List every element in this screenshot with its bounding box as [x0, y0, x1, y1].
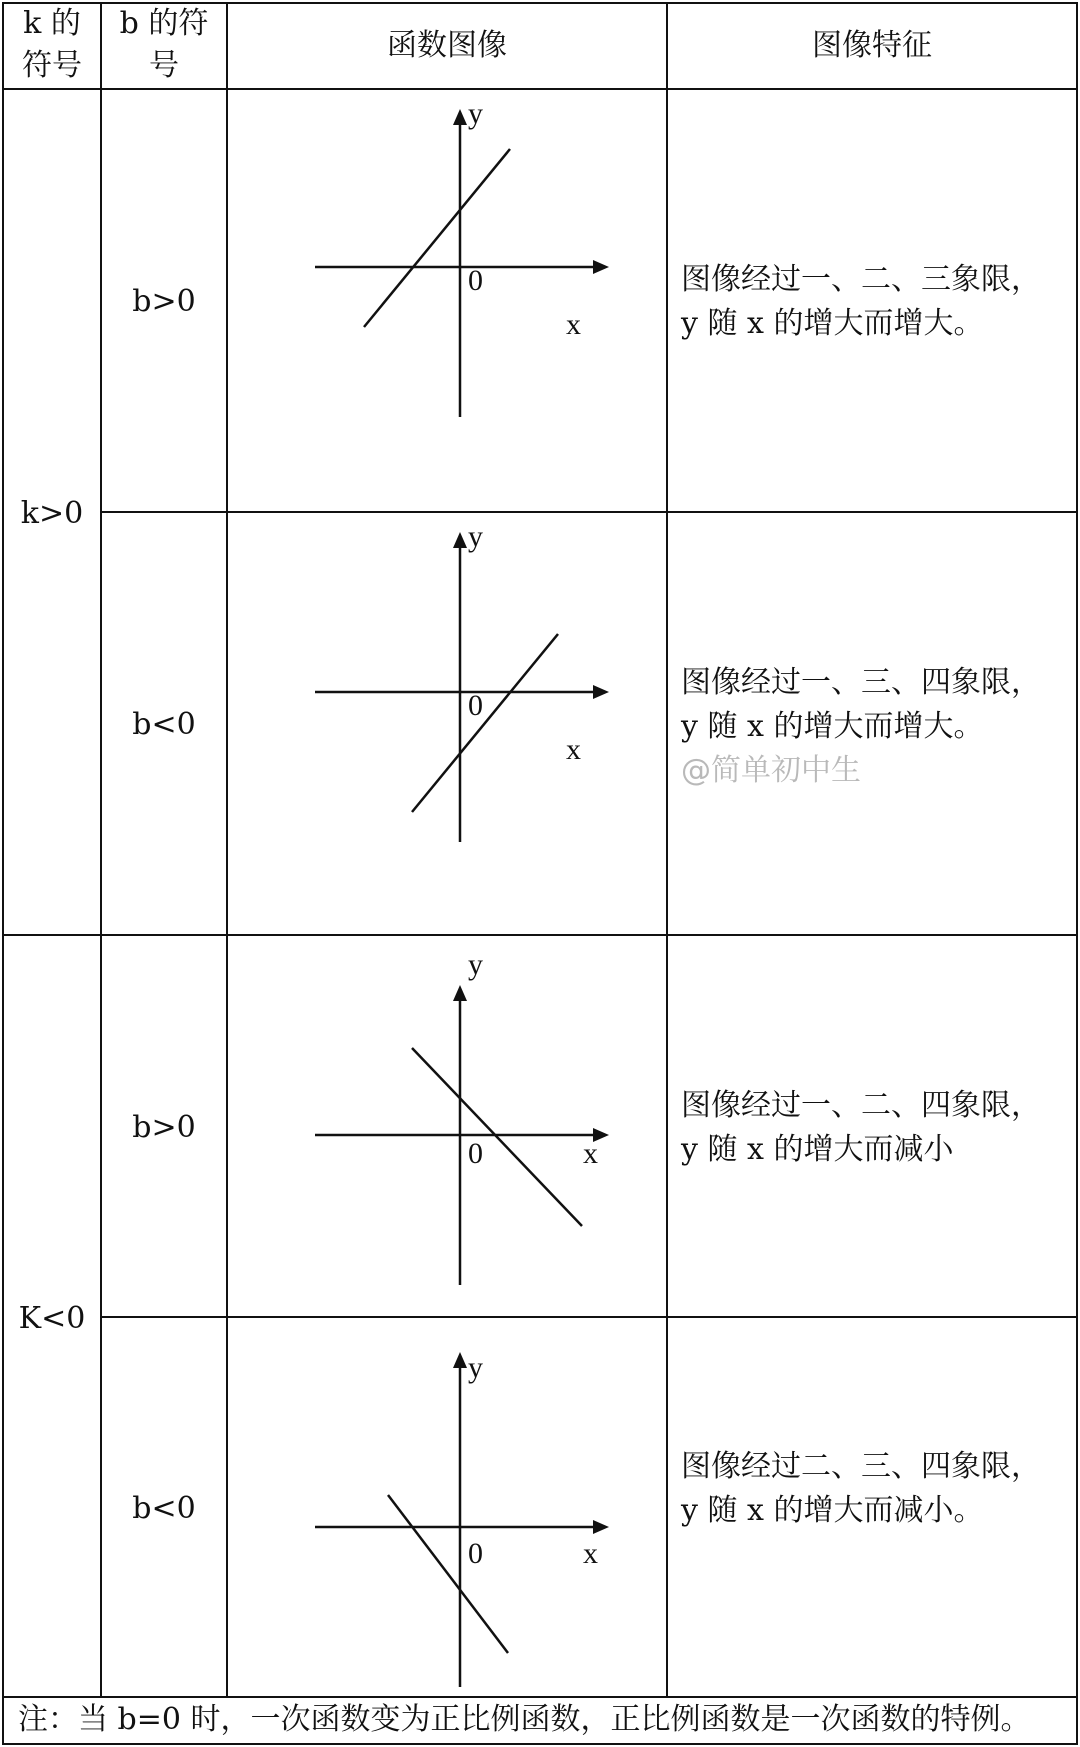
y-axis-arrow-icon: [453, 985, 467, 1001]
b-label-row4: b<0: [132, 1491, 196, 1526]
watermark: @简单初中生: [681, 753, 861, 788]
x-label: x: [583, 1137, 598, 1170]
x-axis-arrow-icon: [593, 260, 609, 274]
graph-row1: [227, 89, 667, 512]
header-b-sign-line2: 号: [149, 48, 179, 83]
x-label: x: [566, 733, 581, 766]
feature-row2-line2: y 随 x 的增大而增大。: [681, 709, 984, 744]
feature-row4-line2: y 随 x 的增大而减小。: [681, 1493, 984, 1528]
header-k-sign: [3, 3, 101, 87]
y-axis-arrow-icon: [453, 532, 467, 548]
b-label-row2: b<0: [132, 707, 196, 742]
y-label: y: [468, 520, 483, 553]
b-label-row1: b>0: [132, 284, 196, 319]
feature-row2: [681, 661, 1041, 793]
header-k-sign-line1: k 的: [23, 6, 81, 41]
header-feature: 图像特征: [812, 28, 932, 63]
feature-row3-line1: 图像经过一、二、四象限，: [681, 1088, 1041, 1123]
y-label: y: [468, 948, 483, 981]
y-axis-arrow-icon: [453, 109, 467, 125]
header-k-sign-line2: 符号: [22, 48, 82, 83]
feature-row1-line2: y 随 x 的增大而增大。: [681, 306, 984, 341]
graph-row2: [227, 512, 667, 935]
origin-label: 0: [468, 1137, 483, 1170]
k-label-positive: k>0: [20, 496, 84, 531]
graph-row4: [227, 1317, 667, 1697]
graph-row3: [227, 935, 667, 1317]
function-line: [364, 149, 510, 327]
x-axis-arrow-icon: [593, 685, 609, 699]
b-label-row3: b>0: [132, 1110, 196, 1145]
function-line: [412, 634, 558, 812]
x-label: x: [566, 308, 581, 341]
feature-row1: [681, 258, 1041, 346]
y-axis-arrow-icon: [453, 1352, 467, 1368]
feature-row3-line2: y 随 x 的增大而减小: [681, 1132, 954, 1167]
k-label-negative: K<0: [18, 1301, 86, 1336]
footnote: 注：当 b=0 时，一次函数变为正比例函数，正比例函数是一次函数的特例。: [18, 1702, 1031, 1737]
feature-row3: [681, 1084, 1041, 1172]
function-line: [412, 1048, 582, 1226]
y-label: y: [468, 97, 483, 130]
header-b-sign: [101, 3, 227, 87]
origin-label: 0: [468, 1537, 483, 1570]
feature-row1-line1: 图像经过一、二、三象限，: [681, 262, 1041, 297]
header-graph: 函数图像: [387, 28, 507, 63]
feature-row4-line1: 图像经过二、三、四象限，: [681, 1449, 1041, 1484]
origin-label: 0: [468, 264, 483, 297]
x-axis-arrow-icon: [593, 1520, 609, 1534]
feature-row4: [681, 1445, 1041, 1533]
origin-label: 0: [468, 689, 483, 722]
function-line: [388, 1495, 508, 1653]
header-b-sign-line1: b 的符: [119, 6, 209, 41]
y-label: y: [468, 1351, 483, 1384]
feature-row2-line1: 图像经过一、三、四象限，: [681, 665, 1041, 700]
x-label: x: [583, 1537, 598, 1570]
